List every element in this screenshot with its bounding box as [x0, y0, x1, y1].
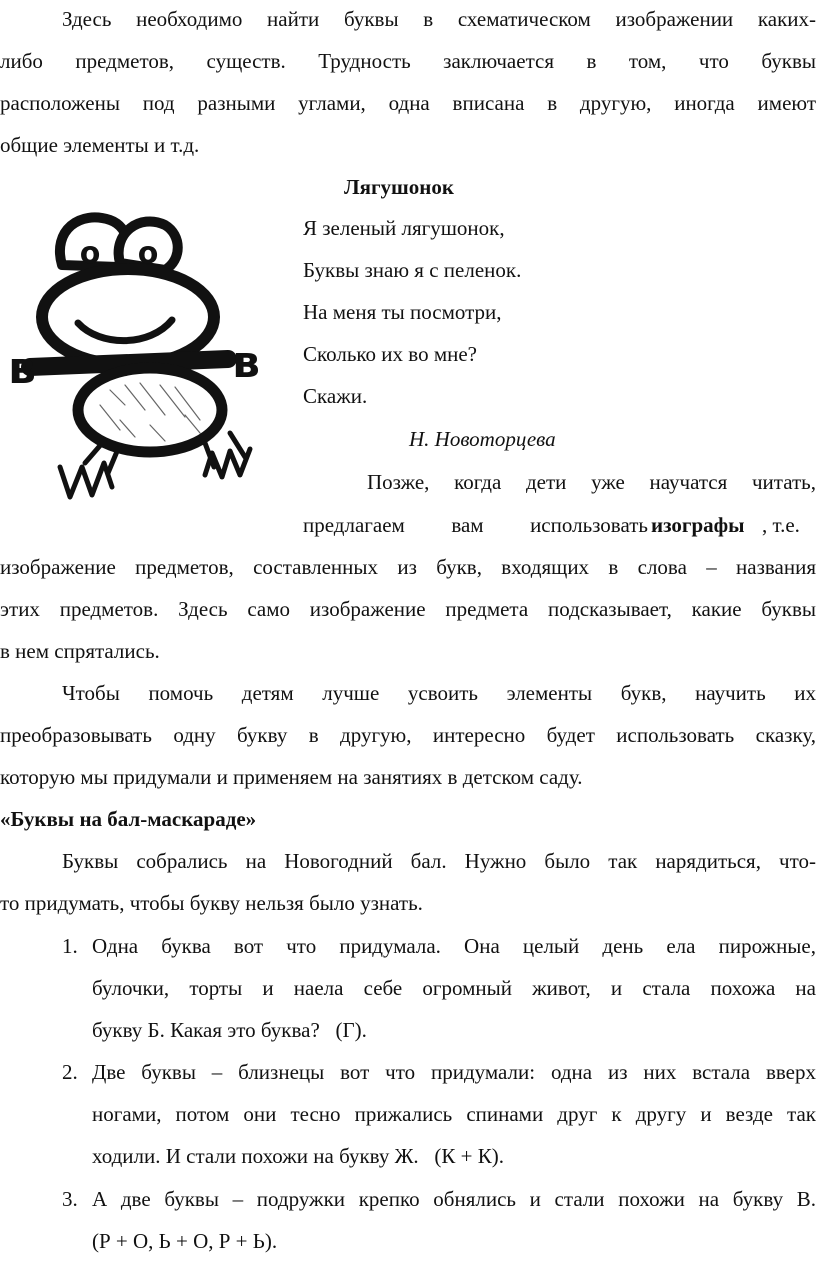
para2-line-4: этих предметов. Здесь само изображение предмета подсказывает, какие буквы	[0, 597, 816, 621]
para3-line-1: Чтобы помочь детям лучше усвоить элементы букв, научить их	[62, 681, 816, 705]
frog-eye-left: o	[79, 236, 101, 271]
poem-line: Сколько их во мне?	[303, 342, 477, 366]
para2-word: использовать	[530, 513, 648, 537]
list-item-3-line-1: А две буквы – подружки крепко обнялись и стали похожи на букву В.	[92, 1187, 816, 1211]
frog-left-foot	[60, 463, 112, 497]
frog-illustration	[0, 205, 272, 505]
para2-line-3: изображение предметов, составленных из букв, входящих в слова – названия	[0, 555, 816, 579]
tale-title: «Буквы на бал-маскараде»	[0, 807, 257, 831]
intro-line-3: расположены под разными углами, одна вписана в другую, иногда имеют	[0, 91, 816, 115]
para2-line-2	[303, 512, 816, 538]
frog-belly	[78, 368, 222, 452]
para2-line-2-b: , т.е.	[762, 513, 800, 537]
poem-line: На меня ты посмотри,	[303, 300, 502, 324]
poem-title: Лягушонок	[344, 175, 454, 199]
para2-line-5: в нем спрятались.	[0, 639, 160, 663]
poem-line: Буквы знаю я с пеленок.	[303, 258, 522, 282]
para2-bold-term: изографы	[651, 513, 745, 537]
para2-line-2-a	[303, 512, 648, 538]
frog-head	[42, 269, 214, 365]
poem-line: Я зеленый лягушонок,	[303, 216, 505, 240]
poem-line: Скажи.	[303, 384, 368, 408]
list-item-3-line-2: (Р + О, Ь + О, Р + Ь).	[92, 1229, 278, 1253]
list-number: 3.	[62, 1187, 78, 1211]
list-item-1-line-1: Одна буква вот что придумала. Она целый день ела пирожные,	[92, 934, 816, 958]
intro-line-2: либо предметов, существ. Трудность заключается в том, что буквы	[0, 49, 816, 73]
para2-word: предлагаем	[303, 513, 405, 537]
para2-line-1: Позже, когда дети уже научатся читать,	[367, 470, 816, 494]
poem-author: Н. Новоторцева	[409, 427, 556, 451]
tale-intro-line-1: Буквы собрались на Новогодний бал. Нужно было так нарядиться, что-	[62, 849, 816, 873]
para3-line-3: которую мы придумали и применяем на занятиях в детском саду.	[0, 765, 583, 789]
intro-line-1: Здесь необходимо найти буквы в схематическом изображении каких-	[62, 7, 816, 31]
tale-intro-line-2: то придумать, чтобы букву нельзя было узнать.	[0, 891, 423, 915]
list-number: 1.	[62, 934, 78, 958]
list-item-1-line-2: булочки, торты и наела себе огромный живот, и стала похожа на	[92, 976, 816, 1000]
para3-line-2: преобразовывать одну букву в другую, интересно будет использовать сказку,	[0, 723, 816, 747]
list-item-2-line-2: ногами, потом они тесно прижались спинами друг к другу и везде так	[92, 1102, 816, 1126]
para2-word: вам	[451, 513, 484, 537]
frog-eye-right: o	[137, 236, 159, 271]
list-number: 2.	[62, 1060, 78, 1084]
frog-hand-left: в	[8, 343, 36, 394]
list-item-1-line-3: букву Б. Какая это буква? (Г).	[92, 1018, 367, 1042]
list-item-2-line-3: ходили. И стали похожи на букву Ж. (К + К).	[92, 1144, 505, 1168]
intro-line-4: общие элементы и т.д.	[0, 133, 200, 157]
list-item-2-line-1: Две буквы – близнецы вот что придумали: одна из них встала вверх	[92, 1060, 816, 1084]
frog-hand-right: в	[232, 337, 260, 388]
